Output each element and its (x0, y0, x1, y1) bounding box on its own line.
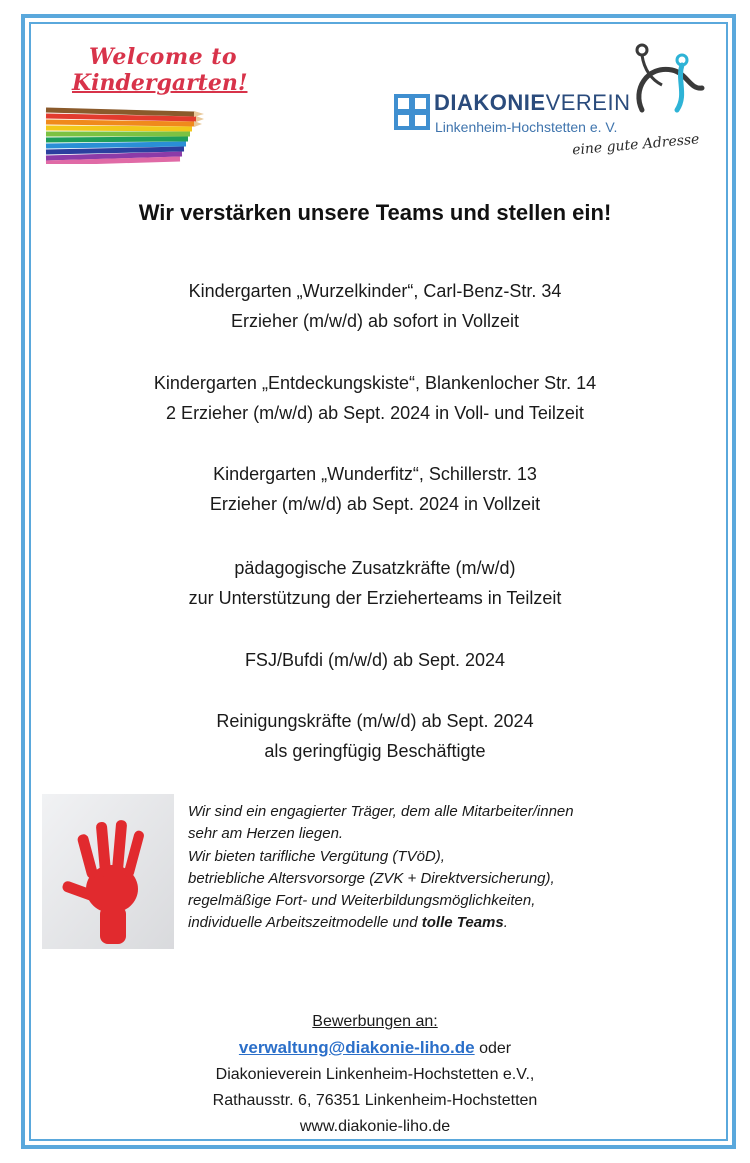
diakonieverein-subtitle: Linkenheim-Hochstetten e. V. (435, 119, 618, 135)
job-entry (0, 553, 750, 613)
colored-pencils-icon (44, 106, 204, 164)
job-title: Kindergarten „Entdeckungskiste“, Blankenlocher Str. 14 (153, 373, 597, 393)
job-entry (0, 645, 750, 675)
job-detail: zur Unterstützung der Erzieherteams in Teilzeit (188, 588, 562, 608)
benefit-last-prefix: individuelle Arbeitszeitmodelle und (188, 914, 422, 932)
page-title: Wir verstärken unsere Teams und stellen ein! (138, 200, 612, 225)
benefit-line: Wir sind ein engagierter Träger, dem alle Mitarbeiter/innen (188, 803, 574, 820)
job-title: pädagogische Zusatzkräfte (m/w/d) (234, 558, 516, 578)
red-handprint-image (42, 794, 174, 949)
email-suffix: oder (474, 1040, 512, 1057)
diakonieverein-wordmark (434, 90, 630, 116)
wordmark-regular: VEREIN (545, 90, 631, 115)
job-title: Reinigungskräfte (m/w/d) ab Sept. 2024 (216, 711, 534, 731)
diakonieverein-logo (392, 40, 732, 180)
kindergarten-logo-line1: Welcome to (89, 44, 238, 70)
application-email-line (0, 1035, 750, 1062)
kindergarten-logo-line2: Kindergarten! (72, 70, 248, 96)
application-address: Rathausstr. 6, 76351 Linkenheim-Hochstetten (212, 1092, 538, 1109)
job-entry (0, 368, 750, 428)
job-title: Kindergarten „Wurzelkinder“, Carl-Benz-Str. 34 (188, 281, 562, 301)
job-entry (0, 276, 750, 336)
benefit-line-last (188, 912, 728, 934)
application-contact (0, 1009, 750, 1140)
job-entry (0, 706, 750, 766)
job-title: FSJ/Bufdi (m/w/d) ab Sept. 2024 (244, 650, 506, 670)
wordmark-bold: DIAKONIE (434, 90, 546, 115)
job-detail: Erzieher (m/w/d) ab sofort in Vollzeit (230, 311, 520, 331)
benefit-line: Wir bieten tarifliche Vergütung (TVöD), (188, 847, 445, 865)
job-detail: Erzieher (m/w/d) ab Sept. 2024 in Vollzeit (209, 494, 541, 514)
application-heading: Bewerbungen an: (312, 1013, 438, 1030)
website-link[interactable]: www.diakonie-liho.de (299, 1118, 451, 1135)
application-org: Diakonieverein Linkenheim-Hochstetten e.V., (215, 1066, 535, 1083)
job-detail: als geringfügig Beschäftigte (264, 741, 486, 761)
kindergarten-logo (44, 40, 254, 165)
job-title: Kindergarten „Wunderfitz“, Schillerstr. 13 (213, 464, 537, 484)
diakonie-cross-icon (394, 94, 430, 130)
benefit-last-bold: tolle Teams (421, 914, 504, 932)
benefit-line: regelmäßige Fort- und Weiterbildungsmöglichkeiten, (188, 892, 536, 910)
benefit-line: betriebliche Altersvorsorge (ZVK + Direktversicherung), (188, 869, 555, 887)
job-entry (0, 459, 750, 519)
email-link[interactable]: verwaltung@diakonie-liho.de (238, 1038, 475, 1057)
diakonieverein-slogan: eine gute Adresse (571, 131, 701, 159)
benefits-text (188, 801, 728, 935)
benefit-last-suffix: . (503, 914, 508, 932)
benefit-line: sehr am Herzen liegen. (188, 825, 344, 843)
job-detail: 2 Erzieher (m/w/d) ab Sept. 2024 in Voll- und Teilzeit (166, 403, 584, 423)
